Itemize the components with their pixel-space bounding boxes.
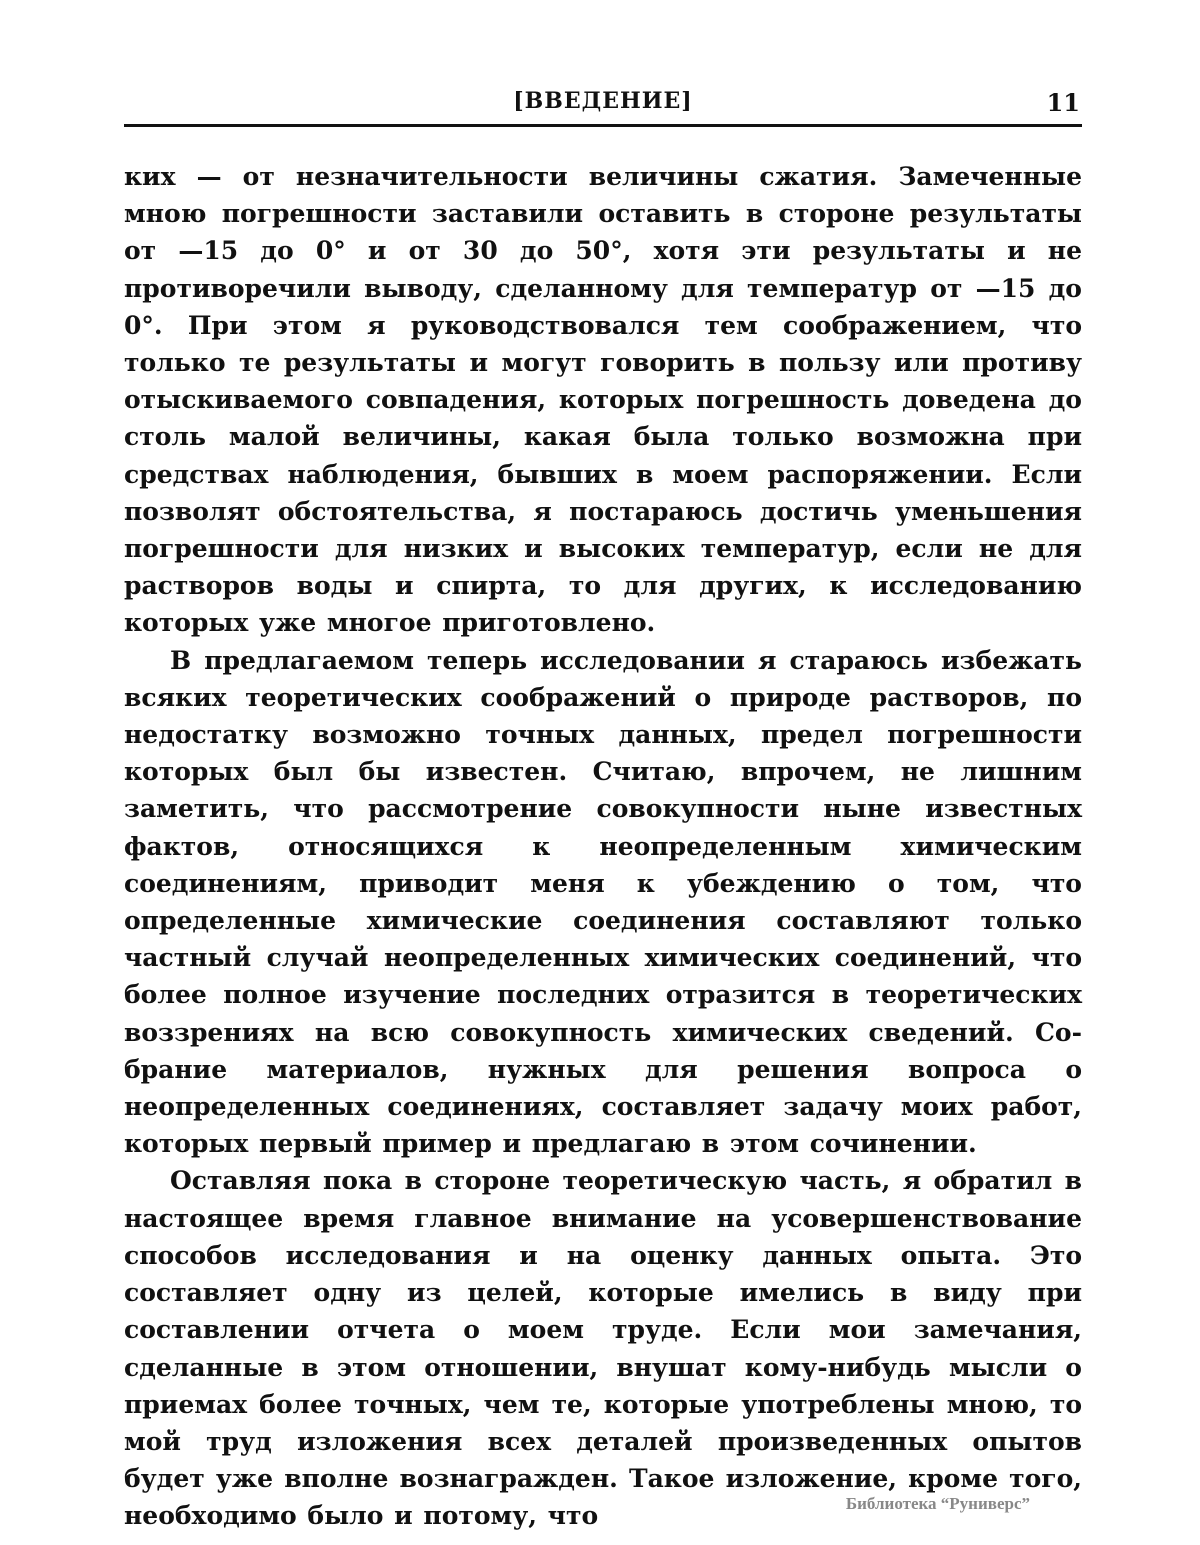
page-number: 11 (1046, 88, 1080, 117)
body-text (124, 158, 1082, 1535)
running-title: [ВВЕДЕНИЕ] (513, 88, 693, 114)
paragraph-1: ких — от незначительности величины сжатия. Замеченные мною погрешности заставили оставить в стороне результаты от —15 до 0° и от 30 до 50°, хотя эти результаты и не противоречили выводу, сделанному для температур от —15 до 0°. При этом я руководствовался тем соображением, что только те результаты и могут говорить в пользу или противу отыскиваемого совпадения, которых погрешность доведена до столь малой величины, какая была только возможна при средствах наблюдения, бывших в моем распоряжении. Если позволят обстоятельства, я постараюсь достичь уменьшения погрешности для низких и высоких температур, если не для растворов воды и спирта, то для других, к исследованию которых уже многое приготовлено. (124, 162, 1082, 638)
header-rule (124, 124, 1082, 127)
paragraph-2: В предлагаемом теперь исследовании я стараюсь избежать всяких теоретических соображений о природе растворов, по недостатку возможно точных данных, предел погрешности которых был бы известен. Считаю, впрочем, не лишним заметить, что рассмотрение совокупности ныне известных фактов, относящихся к неопределенным химическим соединениям, приводит меня к убеждению о том, что определенные химические соединения составляют только частный случай неопределенных химических соединений, что более полное изучение последних отразится в теоретических воззрениях на всю совокупность химических сведений. Собрание материалов, нужных для решения вопроса о неопределенных соединениях, составляет задачу моих работ, которых первый пример и предлагаю в этом сочинении. (124, 645, 1082, 1159)
paragraph-3: Оставляя пока в стороне теоретическую часть, я обратил в настоящее время главное внимание на усовершенствование способов исследования и на оценку данных опыта. Это составляет одну из целей, которые имелись в виду при составлении отчета о моем труде. Если мои замечания, сделанные в этом отношении, внушат кому-нибудь мысли о приемах более точных, чем те, которые употреблены мною, то мой труд изложения всех деталей произведенных опытов будет уже вполне вознагражден. Такое изложение, кроме того, необходимо было и потому, что (124, 1166, 1082, 1531)
running-head (124, 88, 1082, 118)
library-watermark: Библиотека “Руниверс” (845, 1494, 1030, 1513)
